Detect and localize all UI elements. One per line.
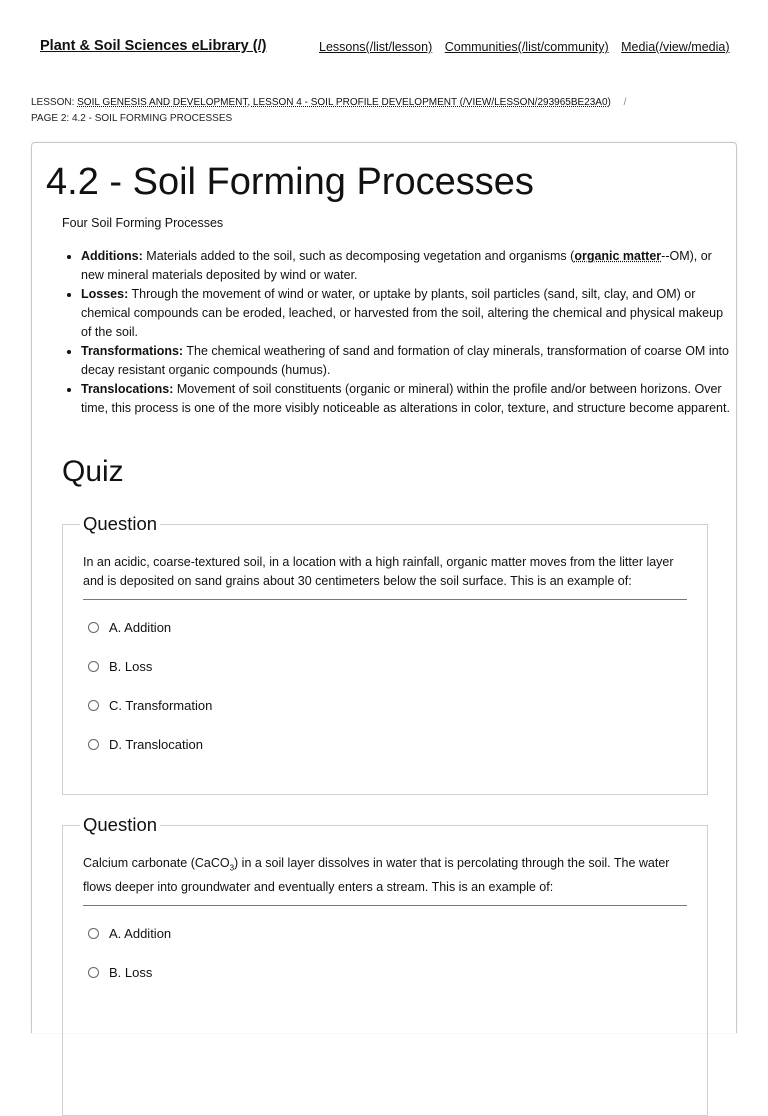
breadcrumb-lesson-link[interactable]: SOIL GENESIS AND DEVELOPMENT, LESSON 4 - SOIL PROFILE DEVELOPMENT (/VIEW/LESSON/293965BE23A0)	[77, 97, 611, 108]
top-navigation	[40, 38, 740, 58]
radio-button[interactable]	[88, 661, 99, 672]
radio-button[interactable]	[88, 928, 99, 939]
radio-button[interactable]	[88, 700, 99, 711]
question-1	[62, 513, 708, 795]
option-label: C. Transformation	[109, 698, 213, 713]
list-item	[81, 342, 731, 380]
bullet-text: --OM), or new mineral materials deposited by wind or water.	[81, 249, 712, 282]
bullet-text: Materials added to the soil, such as decomposing vegetation and organisms (	[146, 249, 575, 263]
list-item	[81, 285, 731, 342]
nav-link-media[interactable]: Media(/view/media)	[621, 40, 730, 54]
content-card	[31, 142, 737, 1033]
option-label: A. Addition	[109, 620, 172, 635]
breadcrumb	[31, 95, 626, 127]
page-title: 4.2 - Soil Forming Processes	[46, 161, 534, 203]
organic-matter-link[interactable]: organic matter	[574, 249, 662, 263]
answer-option-d[interactable]	[83, 725, 687, 764]
term-losses: Losses:	[81, 287, 129, 301]
question-text-part: ) in a soil layer dissolves in water that is percolating through the soil. The water flows deeper into groundwater and eventually enters a stream. This is an example of:	[83, 856, 670, 894]
radio-button[interactable]	[88, 739, 99, 750]
question-legend: Question	[83, 814, 158, 835]
list-item	[81, 380, 731, 418]
breadcrumb-page: PAGE 2: 4.2 - SOIL FORMING PROCESSES	[31, 113, 233, 124]
term-additions: Additions:	[81, 249, 143, 263]
answer-option-b[interactable]	[83, 953, 687, 992]
answer-option-a[interactable]	[83, 608, 687, 647]
answer-option-a[interactable]	[83, 914, 687, 953]
option-label: B. Loss	[109, 964, 153, 980]
radio-button[interactable]	[88, 967, 99, 978]
option-label: B. Loss	[109, 659, 153, 674]
intro-text: Four Soil Forming Processes	[62, 216, 224, 230]
nav-link-communities[interactable]: Communities(/list/community)	[444, 40, 609, 54]
question-text-part: Calcium carbonate (CaCO	[83, 856, 230, 870]
answer-option-b[interactable]	[83, 647, 687, 686]
site-brand-link[interactable]: Plant & Soil Sciences eLibrary (/)	[40, 38, 267, 54]
divider	[83, 599, 687, 600]
radio-button[interactable]	[88, 622, 99, 633]
breadcrumb-separator: /	[623, 97, 627, 108]
answer-option-c[interactable]	[83, 686, 687, 725]
subscript: 3	[229, 863, 235, 873]
breadcrumb-lesson-prefix: LESSON:	[31, 97, 75, 108]
process-list	[62, 247, 731, 418]
question-legend: Question	[83, 513, 158, 534]
term-translocations: Translocations:	[81, 382, 174, 396]
option-label: D. Translocation	[109, 737, 203, 752]
question-text	[83, 854, 687, 897]
quiz-heading: Quiz	[62, 455, 124, 488]
bullet-text: Movement of soil constituents (organic or mineral) within the profile and/or between horizons. Over time, this process is one of the more visibly noticeable as alterations in color, texture, and structure become apparent.	[81, 382, 730, 415]
option-label: A. Addition	[109, 925, 172, 941]
question-2	[62, 814, 708, 1116]
bullet-text: Through the movement of wind or water, or uptake by plants, soil particles (sand, silt, clay, and OM) or chemical compounds can be eroded, leached, or harvested from the soil, altering the chemical and physical makeup of the soil.	[81, 287, 724, 339]
nav-link-lessons[interactable]: Lessons(/list/lesson)	[319, 40, 433, 54]
question-text: In an acidic, coarse-textured soil, in a location with a high rainfall, organic matter moves from the litter layer and is deposited on sand grains about 30 centimeters below the soil surface. This is an example of:	[83, 555, 674, 588]
term-transformations: Transformations:	[81, 344, 184, 358]
nav-links	[319, 40, 739, 54]
divider	[83, 905, 687, 906]
list-item	[81, 247, 731, 285]
bullet-text: The chemical weathering of sand and formation of clay minerals, transformation of coarse OM into decay resistant organic compounds (humus).	[81, 344, 729, 377]
